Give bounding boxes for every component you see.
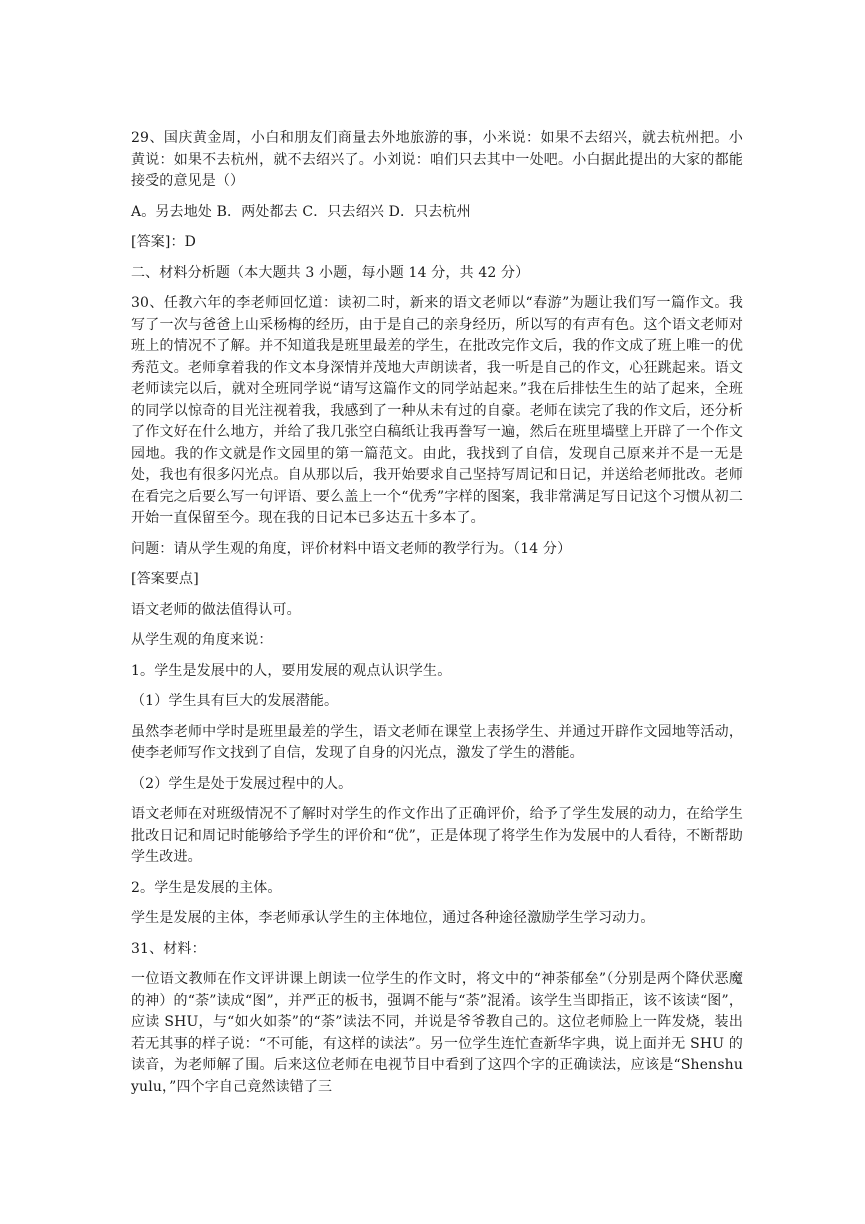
answer-paragraph: 语文老师在对班级情况不了解时对学生的作文作出了正确评价，给予了学生发展的动力，在给学生批改日记和周记时能够给予学生的评价和“优”，正是体现了将学生作为发展中的人看待，不断帮助学生改进。 [131,806,743,865]
answer-subpoint-heading: （2）学生是处于发展过程中的人。 [131,775,353,792]
answer-subpoint-heading: （1）学生具有巨大的发展潜能。 [131,693,339,709]
question-31-label: 31、材料： [131,940,206,957]
answer-point-heading: 1。学生是发展中的人，要用发展的观点认识学生。 [131,662,452,679]
question-29-options: A。另去地处 B．两处都去 C．只去绍兴 D．只去杭州 [131,203,471,220]
question-30-material: 30、任教六年的李老师回忆道：读初二时，新来的语文老师以“春游”为题让我们写一篇作文。我写了一次与爸爸上山采杨梅的经历，由于是自己的亲身经历，所以写的有声有色。这个语文老师对班上的情况不了解。并不知道我是班里最差的学生，在批改完作文后，我的作文成了班上唯一的优秀范文。老师拿着我的作文本身深情并茂地大声朗读者，我一听是自己的作文，心狂跳起来。语文老师读完以后，就对全班同学说“请写这篇作文的同学站起来。”我在后排怯生生的站了起来，全班的同学以惊奇的目光注视着我，我感到了一种从未有过的自豪。老师在读完了我的作文后，还分析了作文好在什么地方，并给了我几张空白稿纸让我再誊写一遍，然后在班里墙壁上开辟了一个作文园地。我的作文就是作文园里的第一篇范文。由此，我找到了自信，发现自己原来并不是一无是处，我也有很多闪光点。自从那以后，我开始要求自己坚持写周记和日记，并送给老师批改。老师在看完之后要么写一句评语、要么盖上一个“优秀”字样的图案，我非常满足写日记这个习惯从初二开始一直保留至今。现在我的日记本已多达五十多本了。 [131,295,743,526]
question-29-text: 29、国庆黄金周，小白和朋友们商量去外地旅游的事，小米说：如果不去绍兴，就去杭州把。小黄说：如果不去杭州，就不去绍兴了。小刘说：咱们只去其中一处吧。小白据此提出的大家的都能接受的意见是（） [131,130,743,189]
answer-paragraph: 语文老师的做法值得认可。 [131,601,301,618]
question-29-answer: [答案]：D [131,234,197,250]
question-30-prompt: 问题：请从学生观的角度，评价材料中语文老师的教学行为。（14 分） [131,540,572,557]
section-heading: 二、材料分析题（本大题共 3 小题，每小题 14 分，共 42 分） [131,264,530,281]
answer-paragraph: 虽然李老师中学时是班里最差的学生，语文老师在课堂上表扬学生、并通过开辟作文园地等活动，使李老师写作文找到了自信，发现了自身的闪光点，激发了学生的潜能。 [131,723,743,761]
answer-point-heading: 2。学生是发展的主体。 [131,879,282,896]
document-page [131,128,743,1107]
answer-paragraph: 学生是发展的主体，李老师承认学生的主体地位，通过各种途径激励学生学习动力。 [131,910,655,926]
answer-paragraph: 从学生观的角度来说： [131,632,273,648]
question-31-material: 一位语文教师在作文评讲课上朗读一位学生的作文时，将文中的“神荼郁垒”（分别是两个降伏恶魔的神）的“荼”读成“图”，并严正的板书，强调不能与“荼”混淆。该学生当即指正，该不该读“图”，应读 SHU，与“如火如荼”的“荼”读法不同，并说是爷爷教自己的。这位老师脸上一阵发烧，装出若无其事的样子说：“不可能，有这样的读法”。另一位学生连忙查新华字典，说上面并无 SHU 的读音，为老师解了围。后来这位老师在电视节目中看到了这四个字的正确读法，应该是“Shenshuyulu，”四个字自己竟然读错了三 [131,971,743,1095]
answer-key-label: [答案要点] [131,571,199,587]
